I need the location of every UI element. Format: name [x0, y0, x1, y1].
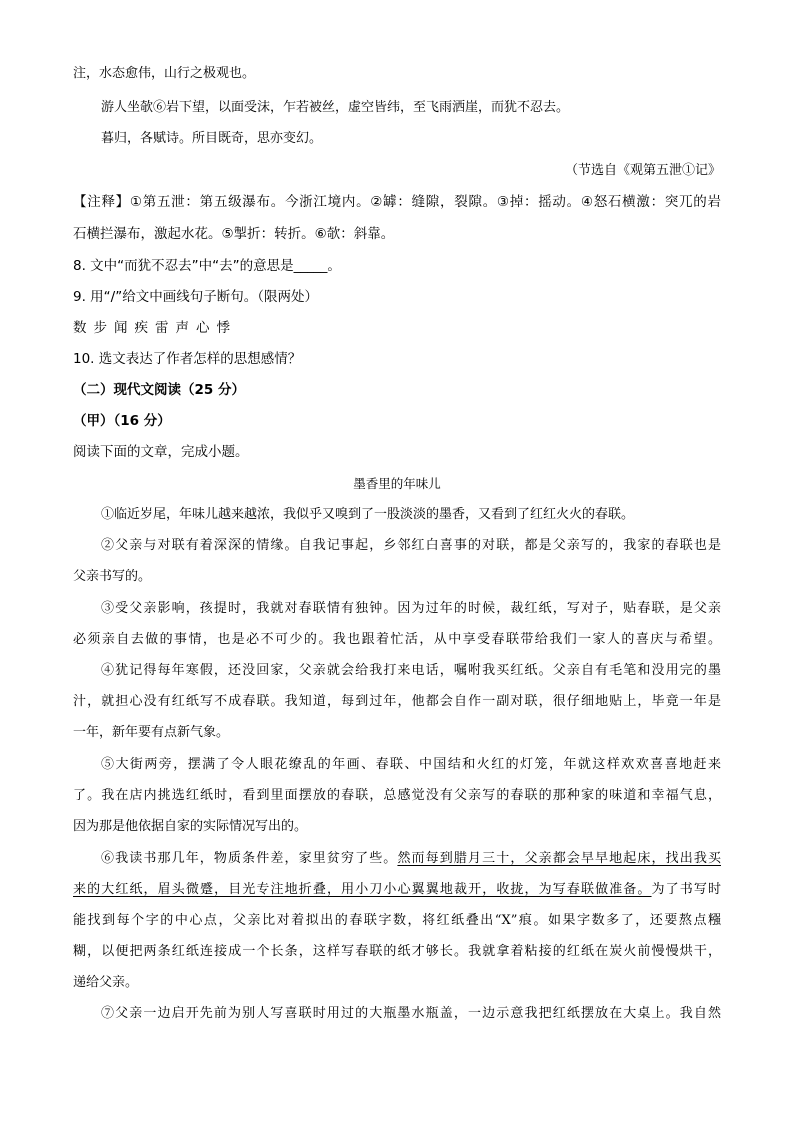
essay-paragraph-6-text: 为了书写时	[651, 882, 721, 897]
essay-paragraph-6-line-1	[101, 849, 721, 869]
annotation-line-1: 【注释】①第五泄：第五级瀑布。今浙江境内。②罅：缝隙，裂隙。③掉：摇动。④怒石横激：突兀的岩	[73, 194, 721, 210]
sub-heading: （甲）（16 分）	[73, 413, 171, 429]
passage-source: （节选自《观第五泄①记》	[564, 163, 721, 178]
essay-paragraph-6-text: ⑥我读书那几年，物质条件差，家里贫穷了些。	[101, 851, 398, 866]
essay-paragraph-3-line-1: ③受父亲影响，孩提时，我就对春联情有独钟。因为过年的时候，裁红纸，写对子，贴春联，是父亲	[101, 601, 721, 616]
passage-line-2: 游人坐欹⑥岩下望，以面受沫，乍若被丝，虚空皆纬，至飞雨洒崖，而犹不忍去。	[101, 100, 570, 115]
essay-paragraph-6-line-2	[73, 880, 721, 900]
underlined-sentence-part-1: 然而每到腊月三十，父亲都会早早地起床，找出我买	[397, 851, 721, 866]
passage-line-3: 暮归，各赋诗。所目既奇，思亦变幻。	[101, 131, 323, 146]
essay-paragraph-5-line-3: 因为那是他依据自家的实际情况写出的。	[73, 819, 308, 834]
essay-paragraph-5-line-2: 了。我在店内挑选红纸时，看到里面摆放的春联，总感觉没有父亲写的春联的那种家的味道和幸福气息，	[73, 788, 721, 803]
essay-paragraph-5-line-1: ⑤大街两旁，摆满了令人眼花缭乱的年画、春联、中国结和火红的灯笼，年就这样欢欢喜喜地赶来	[101, 757, 721, 772]
underlined-sentence-part-2: 来的大红纸，眉头微蹙，目光专注地折叠，用小刀小心翼翼地裁开，收拢，为写春联做准备。	[73, 882, 652, 897]
essay-paragraph-4-line-3: 一年，新年要有点新气象。	[73, 725, 230, 740]
passage-line-1: 注，水态愈伟，山行之极观也。	[73, 66, 256, 81]
essay-paragraph-4-line-1: ④犹记得每年寒假，还没回家，父亲就会给我打来电话，嘱咐我买红纸。父亲自有毛笔和没用完的墨	[101, 663, 721, 678]
essay-title: 墨香里的年味儿	[353, 476, 441, 491]
essay-paragraph-2-line-1: ②父亲与对联有着深深的情缘。自我记事起，乡邻红白喜事的对联，都是父亲写的，我家的春联也是	[101, 538, 721, 553]
reading-instruction: 阅读下面的文章，完成小题。	[73, 444, 249, 460]
question-9: 9. 用“/”给文中画线句子断句。（限两处）	[73, 289, 318, 305]
essay-paragraph-3-line-2: 必须亲自去做的事情，也是必不可少的。我也跟着忙活，从中享受春联带给我们一家人的喜庆与希望。	[73, 632, 721, 647]
essay-paragraph-6-line-3: 能找到每个字的中心点，父亲比对着拟出的春联字数，将红纸叠出“X”痕。如果字数多了，还要熬点糨	[73, 913, 721, 928]
question-9-sentence: 数步闻疾雷声心悸	[73, 320, 237, 336]
essay-paragraph-4-line-2: 汁，就担心没有红纸写不成春联。我知道，每到过年，他都会自作一副对联，很仔细地贴上，毕竟一年是	[73, 694, 721, 709]
question-10: 10. 选文表达了作者怎样的思想感情？	[73, 351, 302, 367]
annotation-line-2: 石横拦瀑布，激起水花。⑤掣折：转折。⑥欹：斜靠。	[73, 226, 395, 242]
essay-paragraph-6-line-4: 糊，以便把两条红纸连接成一个长条，这样写春联的纸才够长。我就拿着粘接的红纸在炭火前慢慢烘干，	[73, 944, 721, 959]
question-8: 8. 文中“而犹不忍去”中“去”的意思是_____。	[73, 258, 341, 274]
section-heading: （二）现代文阅读（25 分）	[73, 382, 245, 398]
essay-paragraph-1: ①临近岁尾，年味儿越来越浓，我似乎又嗅到了一股淡淡的墨香，又看到了红红火火的春联。	[101, 507, 635, 522]
essay-paragraph-7-line-1: ⑦父亲一边启开先前为别人写喜联时用过的大瓶墨水瓶盖，一边示意我把红纸摆放在大桌上。我自然	[101, 1006, 721, 1021]
essay-paragraph-6-line-5: 递给父亲。	[73, 975, 139, 990]
essay-paragraph-2-line-2: 父亲书写的。	[73, 569, 152, 584]
